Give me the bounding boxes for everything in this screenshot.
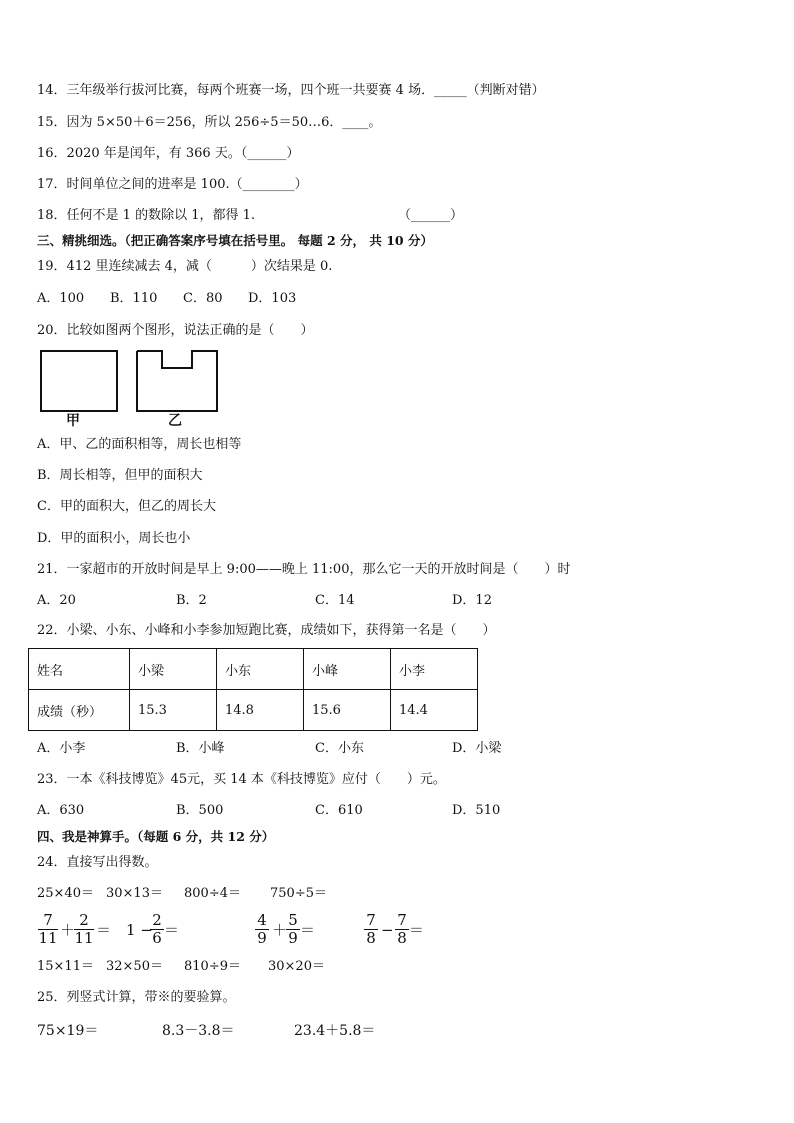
q22-option-c: C．小东 <box>315 741 364 756</box>
q19-option-b: B．110 <box>110 291 158 306</box>
question-18: 18．任何不是 1 的数除以 1，都得 1. <box>37 208 256 223</box>
section-3-heading: 三、精挑细选。（把正确答案序号填在括号里。 每题 2 分， 共 10 分） <box>37 233 433 248</box>
q21-option-c: C．14 <box>315 593 355 608</box>
q19-option-a: A．100 <box>37 291 85 306</box>
q24-expr: 810÷9＝ <box>184 959 241 974</box>
table-cell: 小峰 <box>304 649 391 690</box>
fraction: 7 11 <box>38 911 58 947</box>
shape-yi-label: 乙 <box>168 413 182 429</box>
q21-option-d: D．12 <box>452 593 492 608</box>
table-cell: 14.4 <box>391 690 478 731</box>
q25-item: 75×19＝ <box>37 1023 99 1039</box>
q25-item: 8.3－3.8＝ <box>162 1023 235 1039</box>
q24-expr: 25×40＝ <box>37 886 94 901</box>
plus-sign: ＋ <box>272 921 288 939</box>
question-25: 25．列竖式计算，带※的要验算。 <box>37 990 236 1005</box>
table-cell: 15.3 <box>130 690 217 731</box>
table-row <box>29 690 478 731</box>
q24-expr: 30×13＝ <box>106 886 163 901</box>
fraction: 4 9 <box>255 912 269 947</box>
q21-option-a: A．20 <box>37 593 76 608</box>
q23-option-c: C．610 <box>315 803 363 818</box>
table-header-row <box>29 649 478 690</box>
question-18-blank: （______） <box>398 208 464 223</box>
fraction: 2 6 <box>150 912 164 947</box>
equals-sign: ＝ <box>164 921 180 939</box>
question-21: 21．一家超市的开放时间是早上 9:00——晚上 11:00，那么它一天的开放时间是（ ）时 <box>37 562 571 577</box>
q24-expr: 750÷5＝ <box>270 886 327 901</box>
table-cell: 小李 <box>391 649 478 690</box>
q20-option-b: B．周长相等，但甲的面积大 <box>37 468 203 483</box>
q24-expr: 30×20＝ <box>268 959 325 974</box>
q24-expr: 15×11＝ <box>37 959 94 974</box>
question-16: 16．2020 年是闰年，有 366 天。（______） <box>37 146 300 161</box>
table-cell: 15.6 <box>304 690 391 731</box>
question-19: 19．412 里连续减去 4，减（ ）次结果是 0. <box>37 259 333 274</box>
q23-option-d: D．510 <box>452 803 501 818</box>
table-cell: 成绩（秒） <box>29 690 130 731</box>
q23-option-a: A．630 <box>37 803 85 818</box>
q22-option-d: D．小梁 <box>452 741 502 756</box>
q20-option-c: C．甲的面积大，但乙的周长大 <box>37 499 216 514</box>
fraction: 7 8 <box>364 912 378 947</box>
q20-option-a: A．甲、乙的面积相等，周长也相等 <box>37 437 242 452</box>
question-15: 15．因为 5×50＋6＝256，所以 256÷5＝50…6．____。 <box>37 115 382 130</box>
q19-option-c: C．80 <box>183 291 223 306</box>
shape-jia-rectangle <box>40 350 118 412</box>
equals-sign: ＝ <box>96 921 112 939</box>
table-cell: 姓名 <box>29 649 130 690</box>
plus-sign: ＋ <box>60 921 76 939</box>
question-23: 23．一本《科技博览》45元，买 14 本《科技博览》应付（ ）元。 <box>37 772 446 787</box>
question-17: 17．时间单位之间的进率是 100.（________） <box>37 177 308 192</box>
fraction: 2 11 <box>74 911 94 947</box>
q25-item: 23.4＋5.8＝ <box>294 1023 376 1039</box>
fraction: 5 9 <box>286 912 300 947</box>
shape-jia-label: 甲 <box>66 413 80 429</box>
equals-sign: ＝ <box>409 921 425 939</box>
q21-option-b: B．2 <box>176 593 207 608</box>
question-14: 14．三年级举行拔河比赛，每两个班赛一场，四个班一共要赛 4 场．_____（判断对错） <box>37 83 545 98</box>
table-cell: 小梁 <box>130 649 217 690</box>
section-4-heading: 四、我是神算手。（每题 6 分，共 12 分） <box>37 829 275 844</box>
question-20: 20．比较如图两个图形，说法正确的是（ ） <box>37 323 314 338</box>
q23-option-b: B．500 <box>176 803 224 818</box>
q24-expr: 32×50＝ <box>106 959 163 974</box>
q24-expr: 800÷4＝ <box>184 886 241 901</box>
table-cell: 14.8 <box>217 690 304 731</box>
minus-expr: 1 − <box>126 921 153 939</box>
equals-sign: ＝ <box>300 921 316 939</box>
q22-option-a: A．小李 <box>37 741 86 756</box>
question-24: 24．直接写出得数。 <box>37 855 158 870</box>
q20-option-d: D．甲的面积小，周长也小 <box>37 531 191 546</box>
scores-table <box>28 648 478 731</box>
q22-option-b: B．小峰 <box>176 741 225 756</box>
fraction: 7 8 <box>395 912 409 947</box>
q19-option-d: D．103 <box>248 291 297 306</box>
table-cell: 小东 <box>217 649 304 690</box>
question-22: 22．小梁、小东、小峰和小李参加短跑比赛，成绩如下，获得第一名是（ ） <box>37 623 496 638</box>
shape-yi-notched <box>136 348 218 412</box>
minus-sign: − <box>381 921 394 939</box>
